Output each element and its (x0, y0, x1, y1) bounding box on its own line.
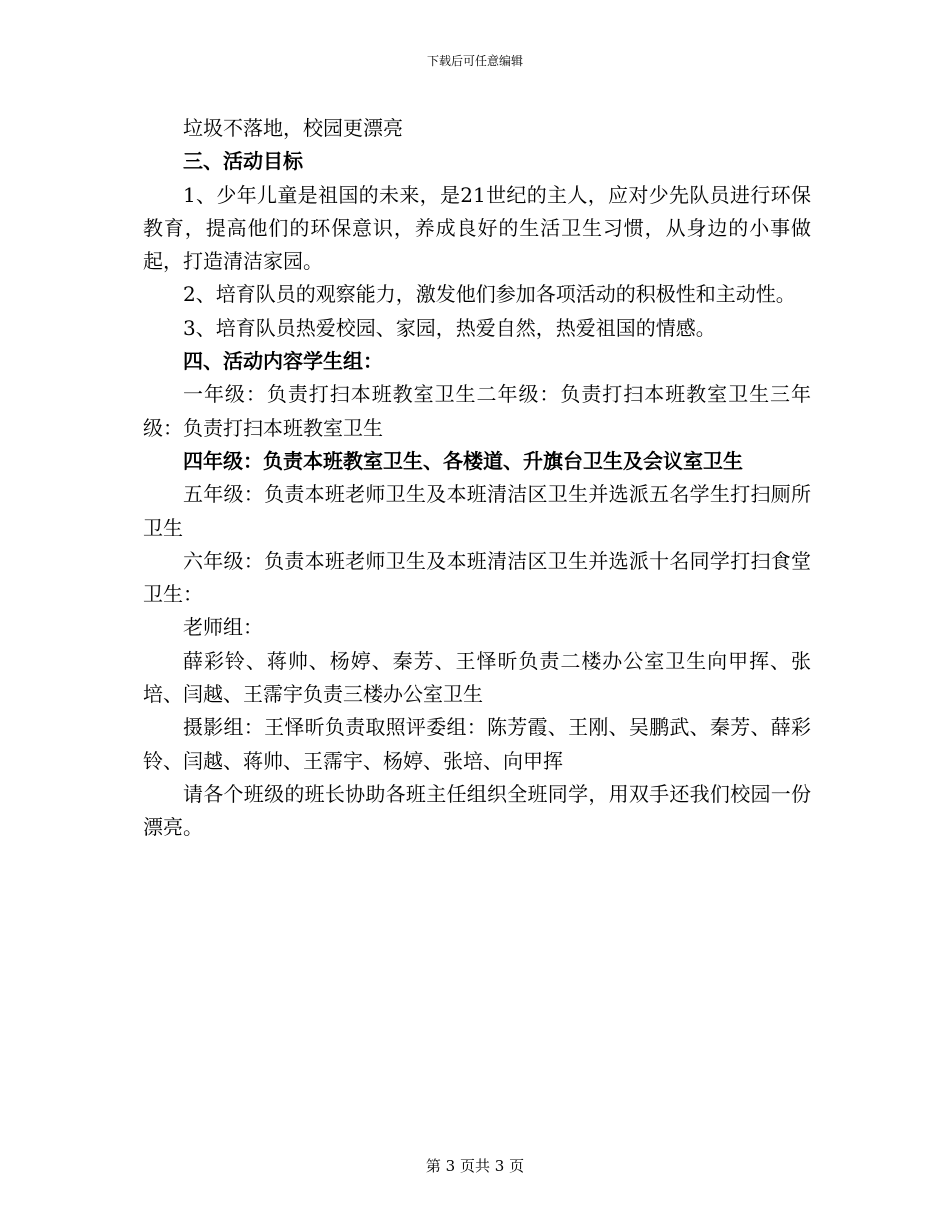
paragraph-teacher-group-label: 老师组： (183, 615, 263, 640)
paragraph-grade-4: 四年级：负责本班教室卫生、各楼道、升旗台卫生及会议室卫生 (183, 448, 743, 473)
paragraph-goal-3: 3、培育队员热爱校园、家园，热爱自然，热爱祖国的情感。 (183, 315, 716, 340)
paragraph-grades-1-3: 一年级：负责打扫本班教室卫生二年级：负责打扫本班教室卫生三年级：负责打扫本班教室卫生 (143, 382, 811, 440)
paragraph-photo-jury-group: 摄影组：王怿昕负责取照评委组：陈芳霞、王刚、吴鹏武、秦芳、薛彩铃、闫越、蒋帅、王霈宇、杨婷、张培、向甲挥 (143, 715, 811, 773)
paragraph-grade-6: 六年级：负责本班老师卫生及本班清洁区卫生并选派十名同学打扫食堂卫生： (143, 548, 811, 607)
paragraph-grade-5: 五年级：负责本班老师卫生及本班清洁区卫生并选派五名学生打扫厕所卫生 (143, 482, 811, 540)
section-heading-content: 四、活动内容学生组： (183, 349, 383, 374)
paragraph-slogan: 垃圾不落地，校园更漂亮 (183, 116, 403, 140)
paragraph-teacher-assignments: 薛彩铃、蒋帅、杨婷、秦芳、王怿昕负责二楼办公室卫生向甲挥、张培、闫越、王霈宇负责三楼办公室卫生 (143, 648, 811, 707)
page-header: 下载后可任意编辑 (426, 54, 523, 68)
paragraph-closing: 请各个班级的班长协助各班主任组织全班同学，用双手还我们校园一份漂亮。 (143, 781, 811, 840)
document-body (143, 112, 811, 845)
paragraph-goal-2: 2、培育队员的观察能力，激发他们参加各项活动的积极性和主动性。 (183, 282, 796, 307)
paragraph-goal-1: 1、少年儿童是祖国的未来，是21世纪的主人，应对少先队员进行环保教育，提高他们的环保意识，养成良好的生活卫生习惯，从身边的小事做起，打造清洁家园。 (143, 182, 811, 274)
page-footer: 第 3 页共 3 页 (425, 1157, 525, 1175)
section-heading-goals: 三、活动目标 (183, 149, 303, 174)
